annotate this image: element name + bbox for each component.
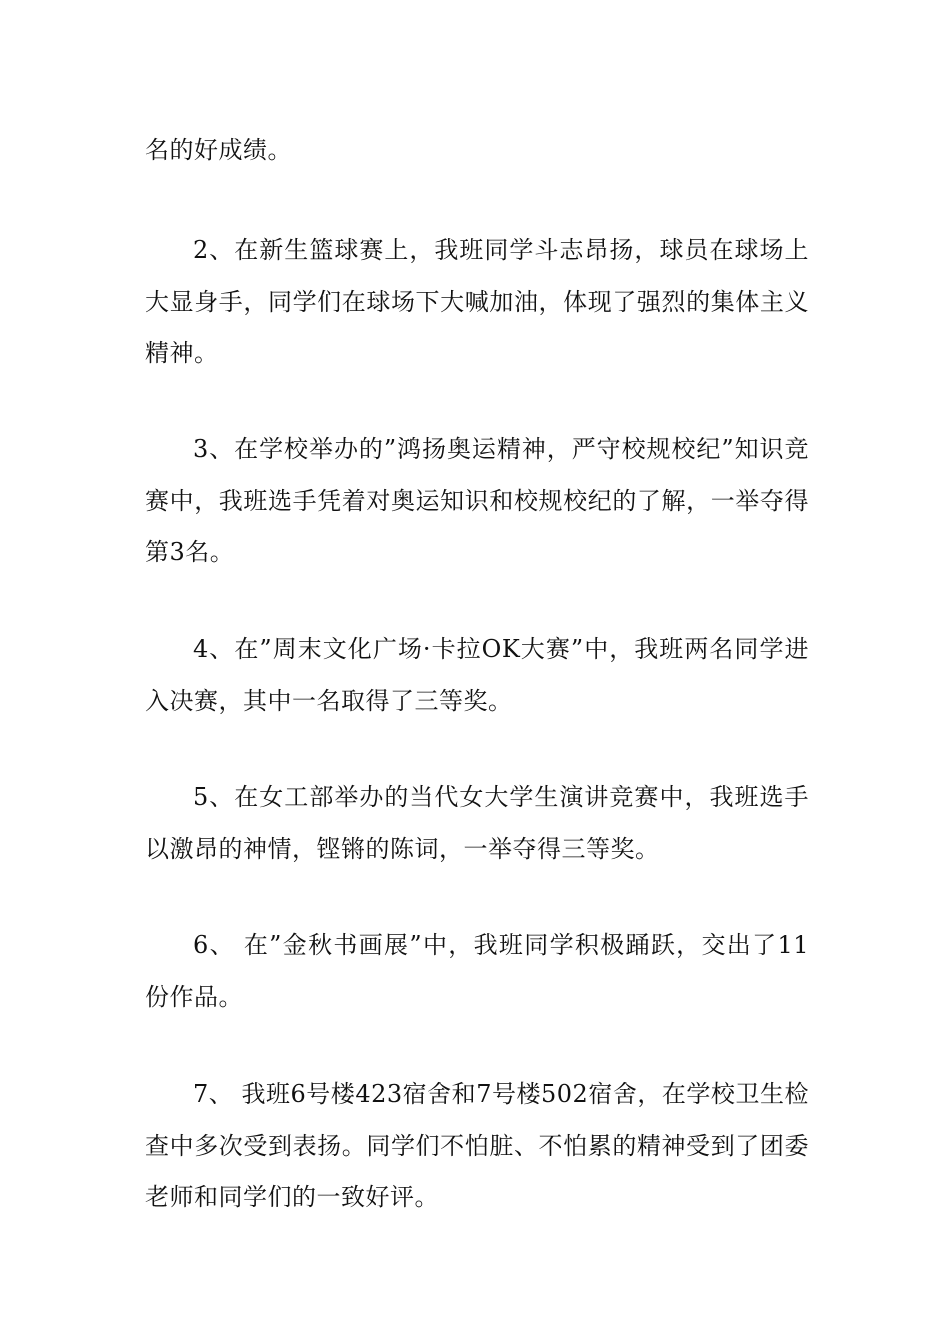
paragraph-item-4: 4、在”周末文化广场·卡拉OK大赛”中，我班两名同学进入决赛，其中一名取得了三等奖。 — [145, 635, 809, 715]
paragraph-item-3: 3、在学校举办的”鸿扬奥运精神，严守校规校纪”知识竞赛中，我班选手凭着对奥运知识和校规校纪的了解，一举夺得第3名。 — [145, 435, 809, 566]
paragraph-item-7: 7、 我班6号楼423宿舍和7号楼502宿舍，在学校卫生检查中多次受到表扬。同学们不怕脏、不怕累的精神受到了团委老师和同学们的一致好评。 — [145, 1080, 809, 1211]
paragraph-item-5: 5、在女工部举办的当代女大学生演讲竞赛中，我班选手以激昂的神情，铿锵的陈词，一举夺得三等奖。 — [145, 783, 809, 863]
paragraph-continuation: 名的好成绩。 — [145, 136, 292, 164]
paragraph-item-6: 6、 在”金秋书画展”中，我班同学积极踊跃，交出了11份作品。 — [145, 931, 809, 1011]
paragraph-item-2: 2、在新生篮球赛上，我班同学斗志昂扬，球员在球场上大显身手，同学们在球场下大喊加油，体现了强烈的集体主义精神。 — [145, 236, 809, 367]
